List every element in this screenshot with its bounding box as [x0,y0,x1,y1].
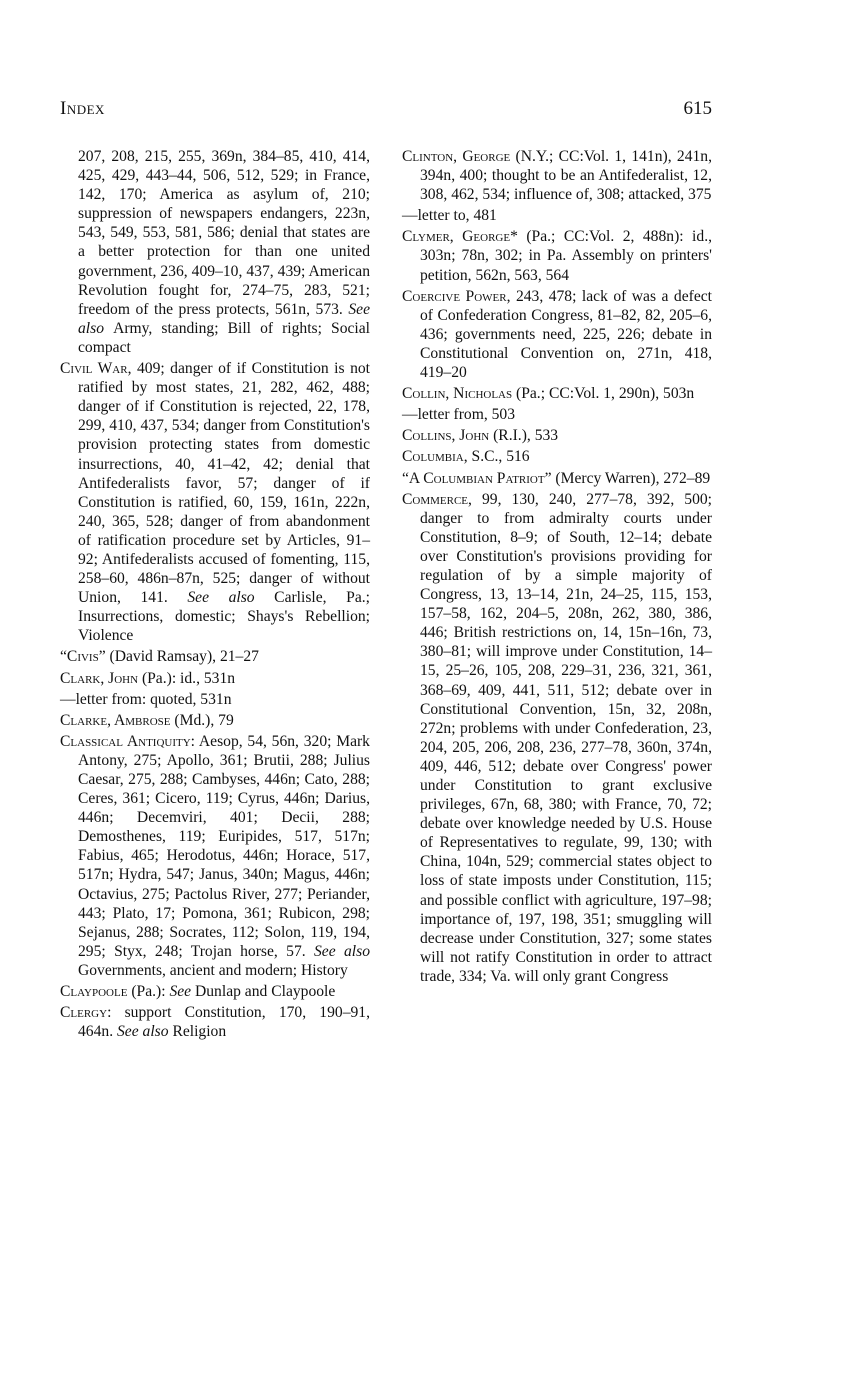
entry-heading: Commerce [402,490,469,508]
entry-text: , 99, 130, 240, 277–78, 392, 500; danger to from admiralty courts under Constitution, 8–9; of South, 12–14; debate over Constitution's provisions providing for regulation of by a simple majority of Congress, 13, 13–14, 21n, 24–25, 115, 153, 157–58, 162, 204–5, 208n, 262, 380, 386, 446; British restrictions on, 14, 15n–16n, 73, 380–81; will improve under Constitution, 14–15, 25–26, 105, 208, 229–31, 236, 321, 361, 368–69, 409, 441, 511, 512; debate over in Constitutional Convention, 15n, 32, 208n, 272n; problems with under Confederation, 23, 204, 205, 206, 208, 236, 277–78, 360n, 374n, 409, 446, 512; debate over Congress' power under Constitution to grant exclusive privileges, 67n, 68, 380; with France, 70, 72; debate over knowledge needed by U.S. House of Representatives to regulate, 99, 130; with China, 104n, 529; commercial states object to loss of state imposts under Constitution, 115; and possible conflict with agriculture, 197–98; importance of, 197, 198, 351; smuggling will decrease under Constitution, 327; some states will not ratify Constitution in order to attract trade, 334; Va. will only grant Congress [420,490,712,985]
entry-heading: Civil War [60,360,128,378]
index-entry [60,982,370,1001]
entry-text: : Aesop, 54, 56n, 320; Mark Antony, 275; Apollo, 361; Brutii, 288; Julius Caesar, 275, 288; Cambyses, 446n; Cato, 288; Ceres, 361; Cicero, 119; Cyrus, 446n; Darius, 446n; Decemviri, 401; Decii, 288; Demosthenes, 119; Euripides, 517, 517n; Fabius, 465; Herodotus, 446n; Horace, 517, 517n; Hydra, 547; Janus, 340n; Magus, 446n; Octavius, 275; Pactolus River, 277; Periander, 443; Plato, 17; Pomona, 361; Rubicon, 298; Sejanus, 288; Socrates, 112; Solon, 119, 194, 295; Styx, 248; Trojan horse, 57. [78,732,370,960]
entry-heading: “Civis” [60,648,106,666]
entry-heading: Columbia, S.C. [402,448,499,466]
entry-heading: Clymer, George* [402,228,518,246]
index-entry [402,227,712,284]
entry-text: (N.Y.; CC:Vol. 1, 141n), 241n, 394n, 400; thought to be an Antifederalist, 12, 308, 462, 534; influence of, 308; attacked, 375 [420,148,712,204]
index-entry [60,669,370,688]
index-entry [402,287,712,382]
entry-heading: Clark, John [60,669,139,687]
entry-text: —letter to, 481 [402,207,497,225]
entry-heading: Clarke, Ambrose [60,711,171,729]
see-reference: See also [305,942,370,960]
index-entry [60,690,370,709]
entry-text: , 409; danger of if Constitution is not ratified by most states, 21, 282, 462, 488; danger of if Constitution is rejected, 22, 178, 299, 410, 437, 534; danger from Constitution's provision protecting states from domestic insurrections, 40, 41–42, 42; denial that Antifederalists favor, 57; danger of if Constitution is ratified, 60, 159, 161n, 222n, 240, 365, 528; danger of from abandonment of ratification procedure set by Articles, 91–92; Antifederalists accused of fomenting, 115, 258–60, 486n–87n, 525; danger of without Union, 141. [78,360,370,607]
index-entry [402,147,712,204]
entry-heading: Classical Antiquity [60,732,191,750]
see-reference: See [165,983,195,1001]
index-entry [402,405,712,424]
entry-text: —letter from: quoted, 531n [60,690,232,708]
right-column [402,147,712,988]
entry-text: —letter from, 503 [402,406,516,424]
entry-heading: Collin, Nicholas [402,385,513,403]
entry-heading: Clergy [60,1004,108,1022]
index-entry [402,384,712,403]
entry-text: (Pa.): id., 531n [138,669,236,687]
entry-heading: Clinton, George [402,148,511,165]
index-entry [60,711,370,730]
index-entry [60,1003,370,1041]
see-reference: See also [113,1023,173,1041]
index-entry [402,469,712,488]
index-entry [402,426,712,445]
entry-text: (Pa.; CC:Vol. 1, 290n), 503n [512,385,695,403]
see-target: Dunlap and Claypoole [195,983,336,1001]
entry-heading: Collins, John [402,427,490,445]
entry-text: (Pa.; CC:Vol. 2, 488n): id., 303n; 78n, 302; in Pa. Assembly on printers' petition, 562n, 563, 564 [420,228,712,284]
page-number: 615 [683,98,712,119]
entry-text: (David Ramsay), 21–27 [105,648,259,666]
see-target: Governments, ancient and modern; History [78,961,348,979]
index-entry [60,647,370,666]
index-entry [60,147,370,357]
index-entry [60,359,370,645]
see-target: Army, standing; Bill of rights; Social compact [78,319,370,356]
see-target: Carlisle, Pa.; Insurrections, domestic; Shays's Rebellion; Violence [78,589,370,645]
entry-text: 207, 208, 215, 255, 369n, 384–85, 410, 414, 425, 429, 443–44, 506, 512, 529; in France, 142, 170; America as asylum of, 210; suppression of newspapers endangers, 223n, 543, 549, 553, 581, 586; denial that states are a better protection for than one united government, 236, 409–10, 437, 439; American Revolution fought for, 274–75, 283, 521; freedom of the press protects, 561n, 573. [78,148,370,318]
left-column [60,147,370,1043]
running-head [60,98,712,124]
entry-heading: Coercive Power [402,287,507,305]
see-reference: See also [167,589,275,607]
entry-text: : support Constitution, 170, 190–91, 464n. [78,1004,370,1041]
entry-text: (Md.), 79 [170,711,234,729]
see-reference: See also [78,300,370,337]
entry-text: , 243, 478; lack of was a defect of Confederation Congress, 81–82, 82, 205–6, 436; governments need, 225, 226; debate in Constitutional Convention on, 271n, 418, 419–20 [420,287,712,382]
entry-heading: “A Columbian Patriot” [402,469,552,487]
entry-text: (R.I.), 533 [489,427,559,445]
index-entry [402,206,712,225]
index-entry [402,447,712,466]
entry-text: , 516 [498,448,530,466]
running-head-title: Index [60,98,105,119]
entry-heading: Claypoole [60,983,128,1001]
index-entry [60,732,370,980]
entry-text: (Pa.): [127,983,166,1001]
see-target: Religion [172,1023,227,1041]
index-entry [402,490,712,986]
entry-text: (Mercy Warren), 272–89 [551,469,711,487]
